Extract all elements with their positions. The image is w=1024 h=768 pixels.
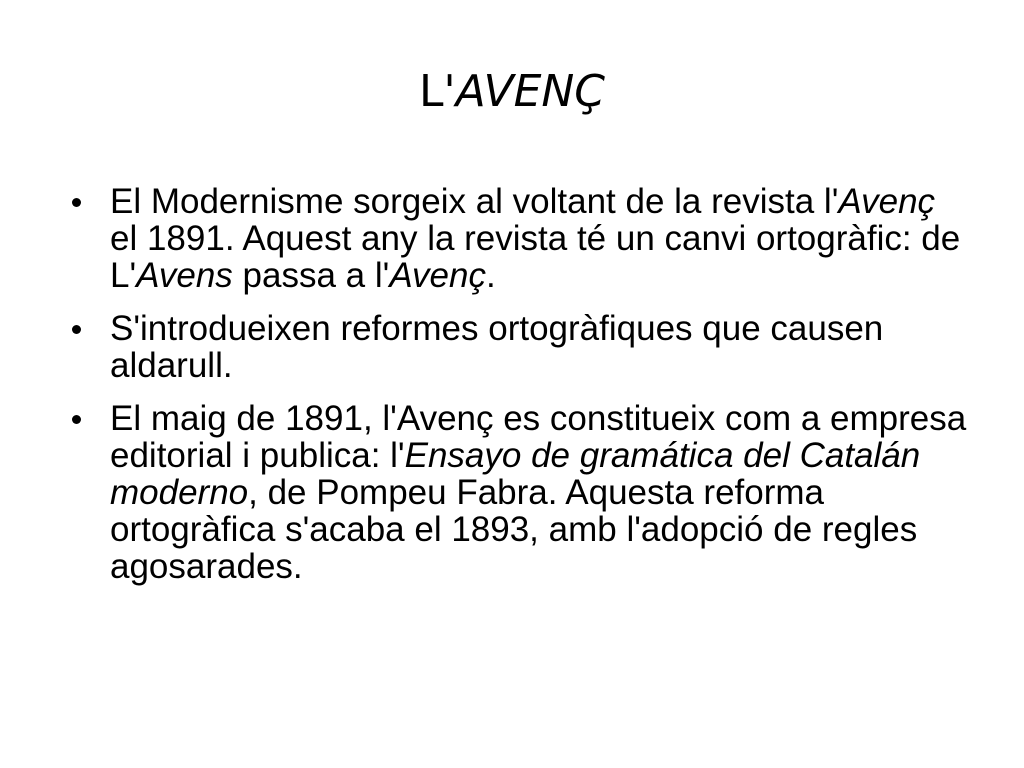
bullet-1-italic-b: Avens [136,256,233,295]
bullet-item-2 [110,310,970,384]
bullet-dot-icon [72,415,81,424]
bullet-list [110,183,970,601]
bullet-1-text-c: passa a l' [232,256,390,295]
bullet-2-text: S'introdueixen reformes ortogràfiques que causen aldarull. [110,309,884,385]
bullet-1-text-d: . [485,256,496,295]
title-italic: AVENÇ [455,66,606,117]
bullet-3-text-a: El maig de 1891, l'Avenç es constitueix com a empresa editorial i publica: l' [110,399,967,475]
bullet-3-text-b: , de Pompeu Fabra. Aquesta reforma ortogràfica s'acaba el 1893, amb l'adopció de regles agosarades. [110,473,918,586]
title-prefix: L' [418,66,456,117]
bullet-item-3 [110,400,970,585]
bullet-item-1 [110,183,970,294]
bullet-dot-icon [72,198,81,207]
bullet-1-italic-a: Avenç [838,182,936,221]
bullet-3-italic-a: Ensayo de gramática del Catalán moderno [110,436,921,512]
bullet-dot-icon [72,325,81,334]
bullet-1-text-a: El Modernisme sorgeix al voltant de la revista l' [110,182,839,221]
bullet-1-italic-c: Avenç [389,256,486,295]
bullet-1-text-b: el 1891. Aquest any la revista té un canvi ortogràfic: de L' [110,219,961,295]
slide-title [0,62,1024,122]
